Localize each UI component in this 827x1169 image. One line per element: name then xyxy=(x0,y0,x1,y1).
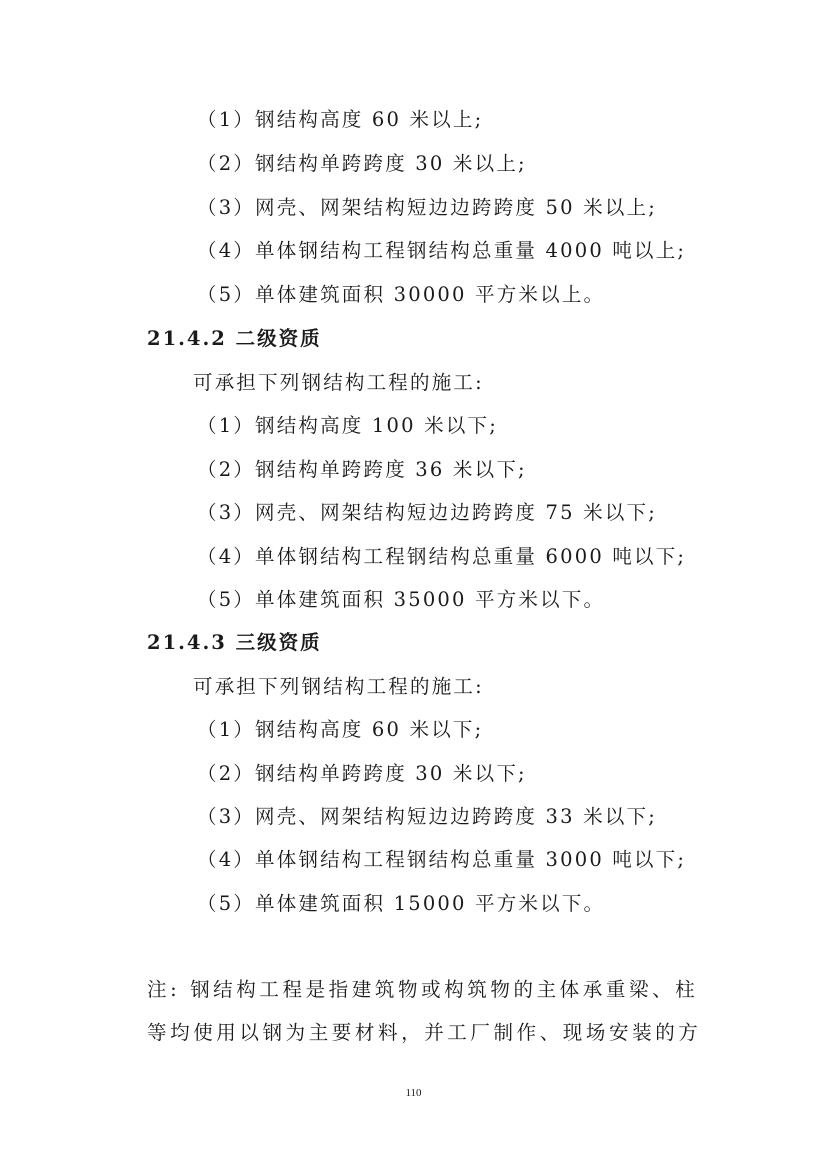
list-item: （1）钢结构高度 60 米以上; xyxy=(197,108,484,131)
list-item: （3）网壳、网架结构短边边跨跨度 50 米以上; xyxy=(197,196,657,219)
list-item: （4）单体钢结构工程钢结构总重量 3000 吨以下; xyxy=(197,848,687,871)
list-item: （5）单体建筑面积 35000 平方米以下。 xyxy=(197,588,606,611)
list-item: （3）网壳、网架结构短边边跨跨度 75 米以下; xyxy=(197,501,657,524)
list-item: （5）单体建筑面积 15000 平方米以下。 xyxy=(197,892,606,915)
list-item: （3）网壳、网架结构短边边跨跨度 33 米以下; xyxy=(197,805,657,828)
list-item: （4）单体钢结构工程钢结构总重量 6000 吨以下; xyxy=(197,545,687,568)
list-item: （1）钢结构高度 60 米以下; xyxy=(197,718,484,741)
list-item: （2）钢结构单跨跨度 36 米以下; xyxy=(197,458,527,481)
list-item: （4）单体钢结构工程钢结构总重量 4000 吨以上; xyxy=(197,239,687,262)
list-item: （2）钢结构单跨跨度 30 米以上; xyxy=(197,152,527,175)
list-item: （1）钢结构高度 100 米以下; xyxy=(197,414,498,437)
list-item: （5）单体建筑面积 30000 平方米以上。 xyxy=(197,283,606,306)
section-intro: 可承担下列钢结构工程的施工: xyxy=(193,675,484,698)
note-line: 注: 钢结构工程是指建筑物或构筑物的主体承重梁、柱 xyxy=(147,978,699,1001)
page-number: 110 xyxy=(405,1087,422,1099)
section-heading: 21.4.2 二级资质 xyxy=(147,327,322,350)
section-heading: 21.4.3 三级资质 xyxy=(147,631,322,654)
note-line: 等均使用以钢为主要材料，并工厂制作、现场安装的方 xyxy=(147,1021,702,1044)
section-intro: 可承担下列钢结构工程的施工: xyxy=(193,371,484,394)
list-item: （2）钢结构单跨跨度 30 米以下; xyxy=(197,762,527,785)
